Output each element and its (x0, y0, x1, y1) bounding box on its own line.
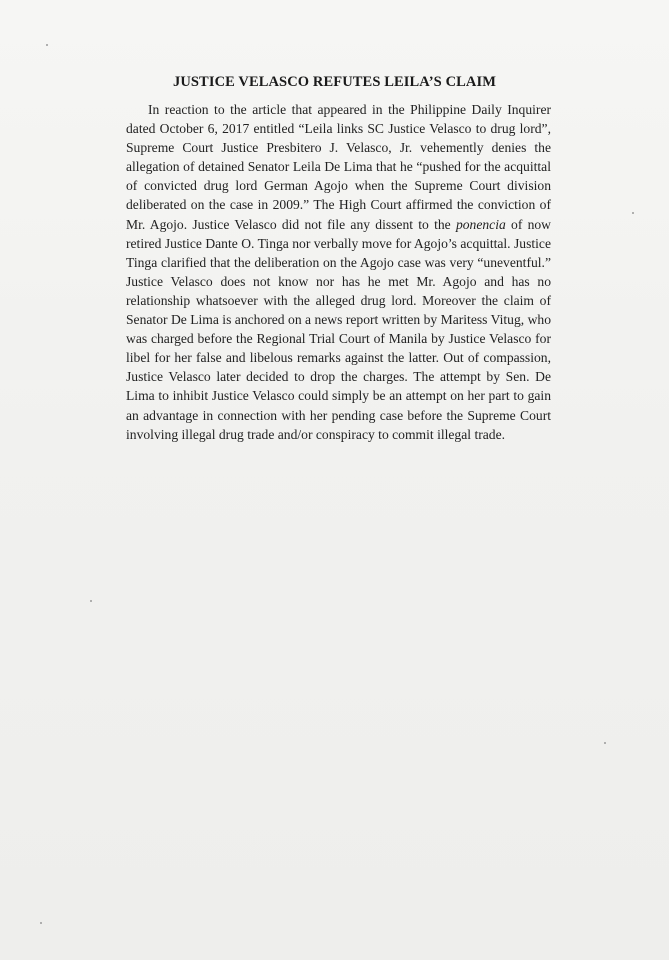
scan-speck (90, 600, 92, 602)
paragraph-italic-term: ponencia (455, 216, 506, 232)
scan-speck (632, 212, 634, 214)
paragraph-text-part-1: In reaction to the article that appeared in the Philippine Daily Inquirer dated October 6, 2017 entitled “Leila links SC Justice Velasco to drug lord”, Supreme Court Justice Presbitero J. Velasco, Jr. vehemently denies the allegation of detained Senator Leila De Lima that he “pushed for the acquittal of convicted drug lord German Agojo when the Supreme Court division deliberated on the case in 2009.” The High Court affirmed the conviction of Mr. Agojo. Justice Velasco did not file any dissent to the (126, 102, 551, 232)
document-title: JUSTICE VELASCO REFUTES LEILA’S CLAIM (172, 74, 497, 90)
scan-speck (46, 44, 48, 46)
scan-speck (40, 922, 42, 924)
document-paragraph (126, 100, 551, 444)
scan-speck (604, 742, 606, 744)
paragraph-text-part-2: of now retired Justice Dante O. Tinga nor verbally move for Agojo’s acquittal. Justice Tinga clarified that the deliberation on the Agojo case was very “uneventful.” Justice Velasco does not know nor has he met Mr. Agojo and has no relationship whatsoever with the alleged drug lord. Moreover the claim of Senator De Lima is anchored on a news report written by Maritess Vitug, who was charged before the Regional Trial Court of Manila by Justice Velasco for libel for her false and libelous remarks against the latter. Out of compassion, Justice Velasco later decided to drop the charges. The attempt by Sen. De Lima to inhibit Justice Velasco could simply be an attempt on her part to gain an advantage in connection with her pending case before the Supreme Court involving illegal drug trade and/or conspiracy to commit illegal trade. (126, 216, 551, 442)
